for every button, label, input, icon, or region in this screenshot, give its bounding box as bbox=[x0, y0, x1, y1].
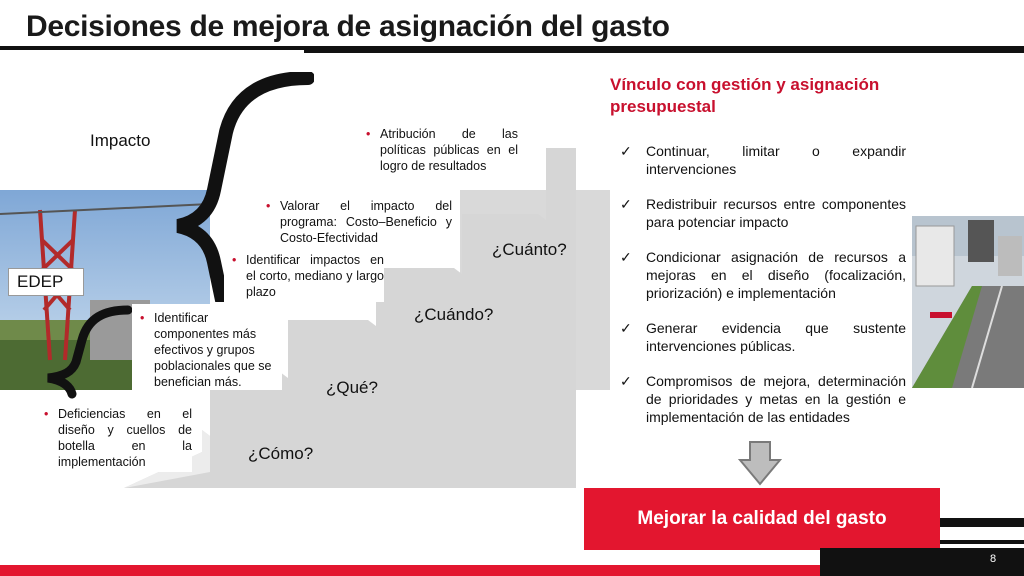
list-item: ✓ Generar evidencia que sustente intervenciones públicas. bbox=[620, 320, 906, 354]
stair-label-cuanto: ¿Cuánto? bbox=[492, 240, 567, 259]
right-heading: Vínculo con gestión y asignación presupuestal bbox=[610, 75, 880, 116]
footer-red-bar bbox=[0, 565, 820, 576]
page-title: Decisiones de mejora de asignación del gasto bbox=[26, 10, 670, 43]
check-icon: ✓ bbox=[620, 143, 632, 159]
check-icon: ✓ bbox=[620, 196, 632, 212]
down-arrow-icon bbox=[738, 440, 782, 486]
bullet-dot-icon: • bbox=[44, 407, 49, 421]
stair-label-como: ¿Cómo? bbox=[248, 444, 314, 463]
bullet-dot-icon: • bbox=[266, 199, 271, 213]
improve-spending-banner: Mejorar la calidad del gasto bbox=[584, 488, 940, 550]
list-item: ✓ Compromisos de mejora, determinación de prioridades y metas en la gestión e implementación de las entidades bbox=[620, 373, 906, 425]
decor-bar bbox=[940, 518, 1024, 527]
decor-bar bbox=[940, 540, 1024, 544]
page-number: 8 bbox=[990, 553, 997, 565]
bullet-dot-icon: • bbox=[140, 311, 145, 325]
list-item: ✓ Continuar, limitar o expandir intervenciones bbox=[620, 143, 906, 177]
bullet-identificar-componentes: • Identificar componentes más efectivos y grupos poblacionales que se benefician más. bbox=[132, 304, 282, 390]
list-item: ✓ Redistribuir recursos entre componentes para potenciar impacto bbox=[620, 196, 906, 230]
brace-edep-icon bbox=[18, 300, 138, 400]
bullet-valorar: • Valorar el impacto del programa: Costo–Beneficio y Costo-Efectividad bbox=[258, 190, 452, 244]
edep-label: EDEP bbox=[8, 268, 84, 296]
bullet-dot-icon: • bbox=[232, 253, 237, 267]
check-icon: ✓ bbox=[620, 249, 632, 265]
bullet-identificar-impactos: • Identificar impactos en el corto, mediano y largo plazo bbox=[224, 246, 384, 302]
check-icon: ✓ bbox=[620, 320, 632, 336]
title-underline-secondary bbox=[304, 50, 1024, 53]
check-list bbox=[620, 142, 906, 443]
bullet-deficiencias: • Deficiencias en el diseño y cuellos de botella en la implementación bbox=[36, 404, 192, 472]
stair-label-cuando: ¿Cuándo? bbox=[414, 305, 494, 324]
bullet-dot-icon: • bbox=[366, 127, 371, 141]
stair-label-que: ¿Qué? bbox=[326, 378, 378, 397]
check-icon: ✓ bbox=[620, 373, 632, 389]
impacto-label: Impacto bbox=[90, 131, 151, 150]
bullet-atribucion: • Atribución de las políticas públicas en el logro de resultados bbox=[358, 126, 518, 176]
city-photo bbox=[912, 216, 1024, 388]
list-item: ✓ Condicionar asignación de recursos a mejoras en el diseño (focalización, priorización) e implementación bbox=[620, 249, 906, 301]
